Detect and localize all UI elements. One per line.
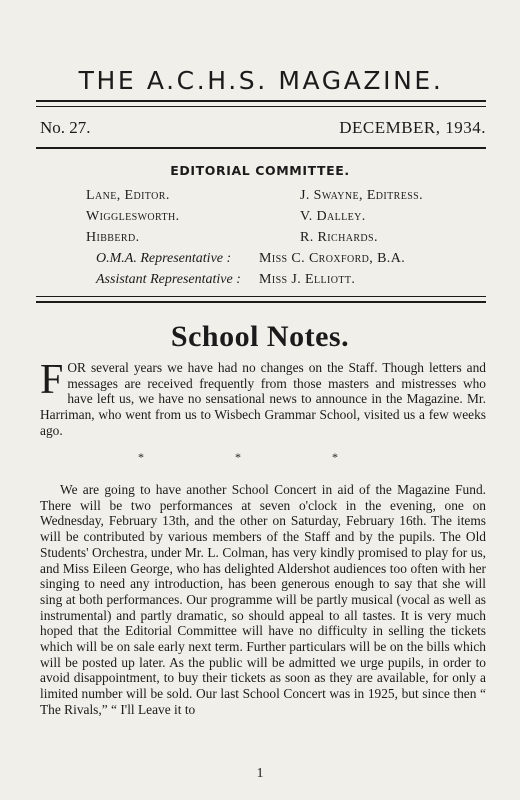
issue-number: No. 27.	[40, 118, 91, 137]
issue-line	[40, 118, 486, 144]
section-separator: * * *	[138, 450, 382, 464]
committee-member	[300, 209, 366, 225]
committee-member-right: J. Swayne, Editress.	[300, 188, 424, 203]
committee-member	[86, 209, 180, 225]
paragraph-text: OR several years we have had no changes on the Staff. Though letters and messages are received frequently from those masters and mistresses who have left us, we have no sensational news to announce in the Magazine. Mr. Harriman, who went from us to Wisbech Grammar School, visited us a few weeks ago.	[40, 360, 486, 438]
masthead-rule-top	[36, 100, 486, 102]
committee-rule-top	[36, 296, 486, 297]
committee-member-right: R. Richards.	[300, 230, 378, 245]
committee-member-left: Lane, Editor.	[86, 188, 170, 203]
drop-cap: F	[40, 357, 64, 403]
oma-representative-name: Miss C. Croxford, B.A.	[259, 251, 406, 266]
committee-member-left: Hibberd.	[86, 230, 140, 245]
issue-date: DECEMBER, 1934.	[339, 118, 486, 137]
paragraph-concert: We are going to have another School Concert in aid of the Magazine Fund. There will be two performances at seven o'clock in the evening, one on Wednesday, February 13th, and the other on Saturday, February 16th. The items will be contributed by various members of the Staff and by the pupils. The Old Students' Orchestra, under Mr. L. Colman, has very kindly promised to play for us, and Miss Eileen George, who has delighted Aldershot audiences too often with her singing to need any introduction, has been generous enough to say that she will sing at both performances. Our programme will be partly musical (vocal as well as instrumental) and partly dramatic, so should appeal to all tastes. It is very much hoped that the Editorial Committee will have no difficulty in selling the tickets which will be on sale early next term. Further particulars will be on the bills which will be posted up later. As the public will be admitted we urge pupils, in order to avoid disappointment, to buy their tickets as soon as they are available, for only a limited number will be sold. Our last School Concert was in 1925, but since then “ The Rivals,” “ I'll Leave it to	[40, 482, 486, 717]
committee-member-editress	[300, 188, 423, 204]
committee-heading: EDITORIAL COMMITTEE.	[170, 163, 350, 178]
committee-member-left: Wigglesworth.	[86, 209, 180, 224]
committee-member-editor	[86, 188, 170, 204]
assistant-representative-name: Miss J. Elliott.	[259, 272, 356, 287]
committee-rule-bottom	[36, 301, 486, 303]
oma-representative-label: O.M.A. Representative :	[96, 251, 232, 266]
paragraph-staff	[40, 357, 486, 439]
issue-rule	[36, 147, 486, 149]
committee-member-right: V. Dalley.	[300, 209, 366, 224]
article-title: School Notes.	[170, 320, 350, 353]
assistant-representative-label: Assistant Representative :	[96, 272, 241, 287]
committee-member	[86, 230, 139, 246]
magazine-masthead: THE A.C.H.S. MAGAZINE.	[78, 66, 444, 95]
committee-member	[300, 230, 378, 246]
page-number: 1	[256, 766, 264, 781]
masthead-rule-bottom	[36, 106, 486, 107]
